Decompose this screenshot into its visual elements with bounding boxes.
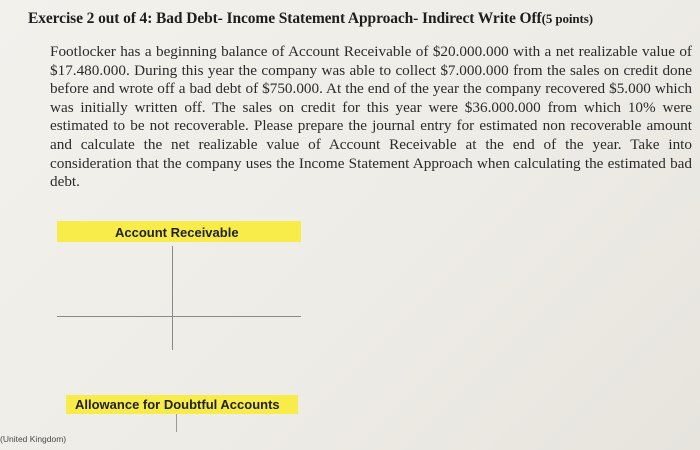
exercise-description: Footlocker has a beginning balance of Account Receivable of $20.000.000 with a net realizable value of $17.480.000. During this year the company was able to collect $7.000.000 from the sales on credit done before and wrote off a bad debt of $750.000. At the end of the year the company recovered $5.000 which was initially written off. The sales on credit for this year were $36.000.000 from which 10% were estimated to be not recoverable. Please prepare the journal entry for estimated non recoverable amount and calculate the net realizable value of Account Receivable at the end of the year. Take into consideration that the company uses the Income Statement Approach when calculating the estimated bad debt. xyxy=(50,43,692,191)
exercise-points: (5 points) xyxy=(541,11,593,26)
allowance-header: Allowance for Doubtful Accounts xyxy=(66,395,298,414)
exercise-title xyxy=(28,10,688,28)
allowance-t-vertical-line xyxy=(176,414,177,432)
account-receivable-t-vertical-line xyxy=(172,246,173,350)
exercise-title-text: Exercise 2 out of 4: Bad Debt- Income Statement Approach- Indirect Write Off xyxy=(28,10,542,27)
language-status: (United Kingdom) xyxy=(0,434,67,444)
account-receivable-header: Account Receivable xyxy=(57,221,301,242)
account-receivable-t-horizontal-line xyxy=(57,316,301,317)
